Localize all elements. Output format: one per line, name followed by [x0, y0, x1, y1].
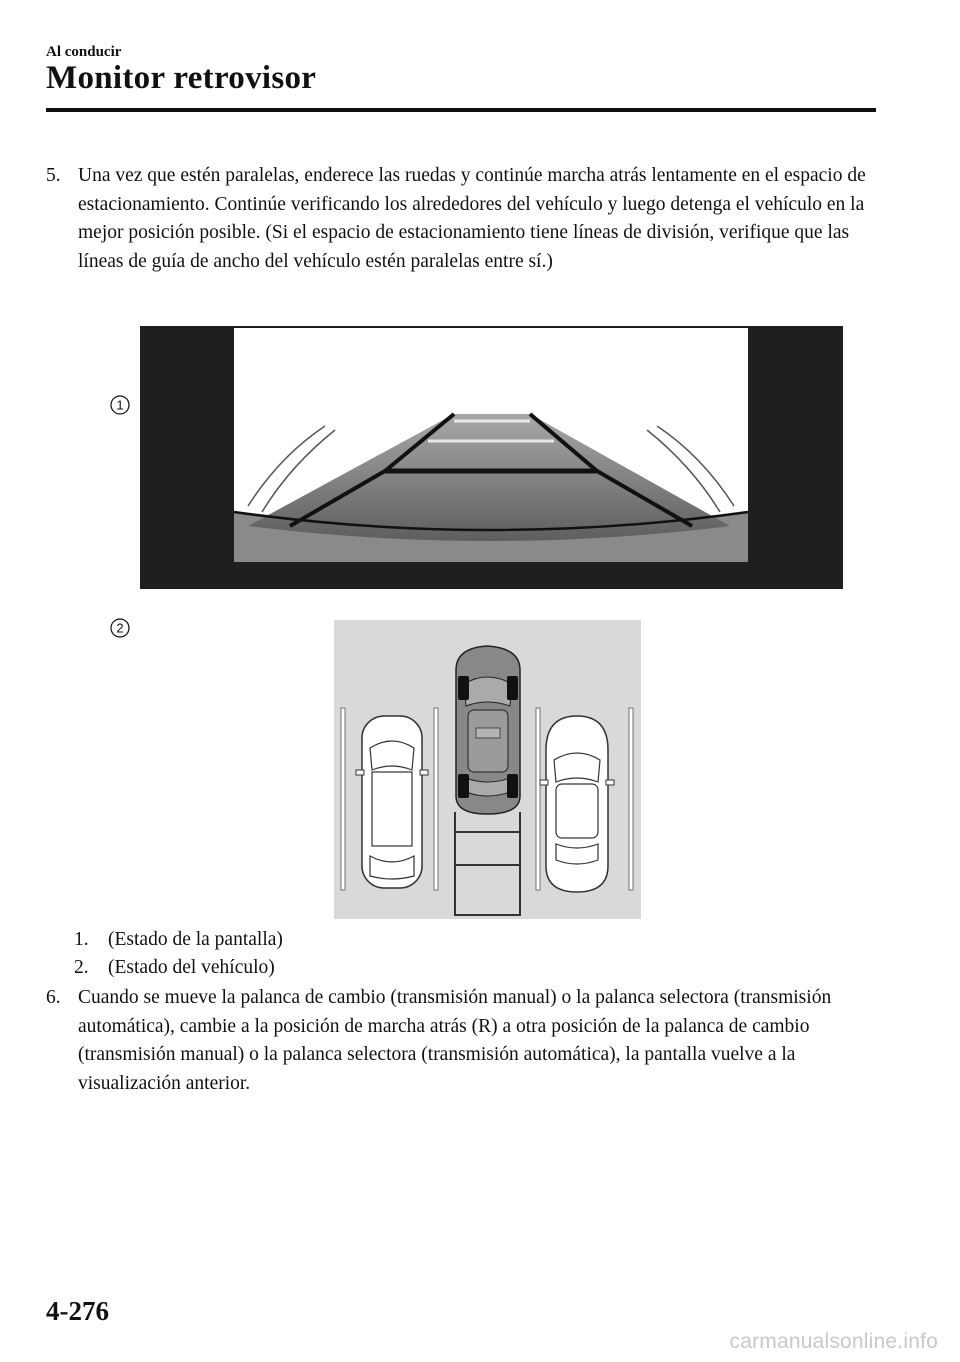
parked-car-right	[540, 716, 614, 892]
rear-camera-screen	[140, 326, 843, 589]
step-5	[46, 162, 886, 276]
page-number: 4-276	[46, 1296, 109, 1326]
step-text: Una vez que estén paralelas, enderece las ruedas y continúe marcha atrás lentamente en el espacio de estacionamiento. Continúe verificando los alrededores del vehículo y luego detenga el vehículo en la mejor posición posible. (Si el espacio de estacionamiento tiene líneas de división, verifique que las líneas de guía de ancho del vehículo estén paralelas entre sí.)	[78, 165, 866, 272]
divider-line-2	[434, 708, 438, 890]
page-title: Monitor retrovisor	[46, 60, 317, 96]
step-text: Cuando se mueve la palanca de cambio (transmisión manual) o la palanca selectora (transmisión automática), cambie a la posición de marcha atrás (R) a otra posición de la palanca de cambio (transmisión manual) o la palanca selectora (transmisión automática), la pantalla vuelve a la visualización anterior.	[78, 987, 832, 1094]
callout-1	[110, 395, 130, 415]
title-rule	[46, 108, 876, 112]
callout-1-number: 1	[116, 397, 124, 413]
parked-car-left	[356, 716, 428, 888]
caption-2	[74, 954, 275, 982]
caption-number: 1.	[74, 929, 89, 950]
callout-2-number: 2	[116, 620, 124, 636]
caption-text: (Estado del vehículo)	[108, 957, 275, 978]
caption-number: 2.	[74, 957, 89, 978]
section-label: Al conducir	[46, 44, 122, 60]
divider-line-4	[629, 708, 633, 890]
step-number: 5.	[46, 165, 61, 186]
reversing-car-center	[456, 646, 520, 814]
divider-line-3	[536, 708, 540, 890]
caption-text: (Estado de la pantalla)	[108, 929, 283, 950]
callout-2	[110, 618, 130, 638]
parking-scene	[334, 620, 641, 919]
step-6	[46, 984, 886, 1098]
divider-line-1	[341, 708, 345, 890]
watermark: carmanualsonline.info	[729, 1330, 938, 1353]
caption-1	[74, 926, 283, 954]
step-number: 6.	[46, 987, 61, 1008]
